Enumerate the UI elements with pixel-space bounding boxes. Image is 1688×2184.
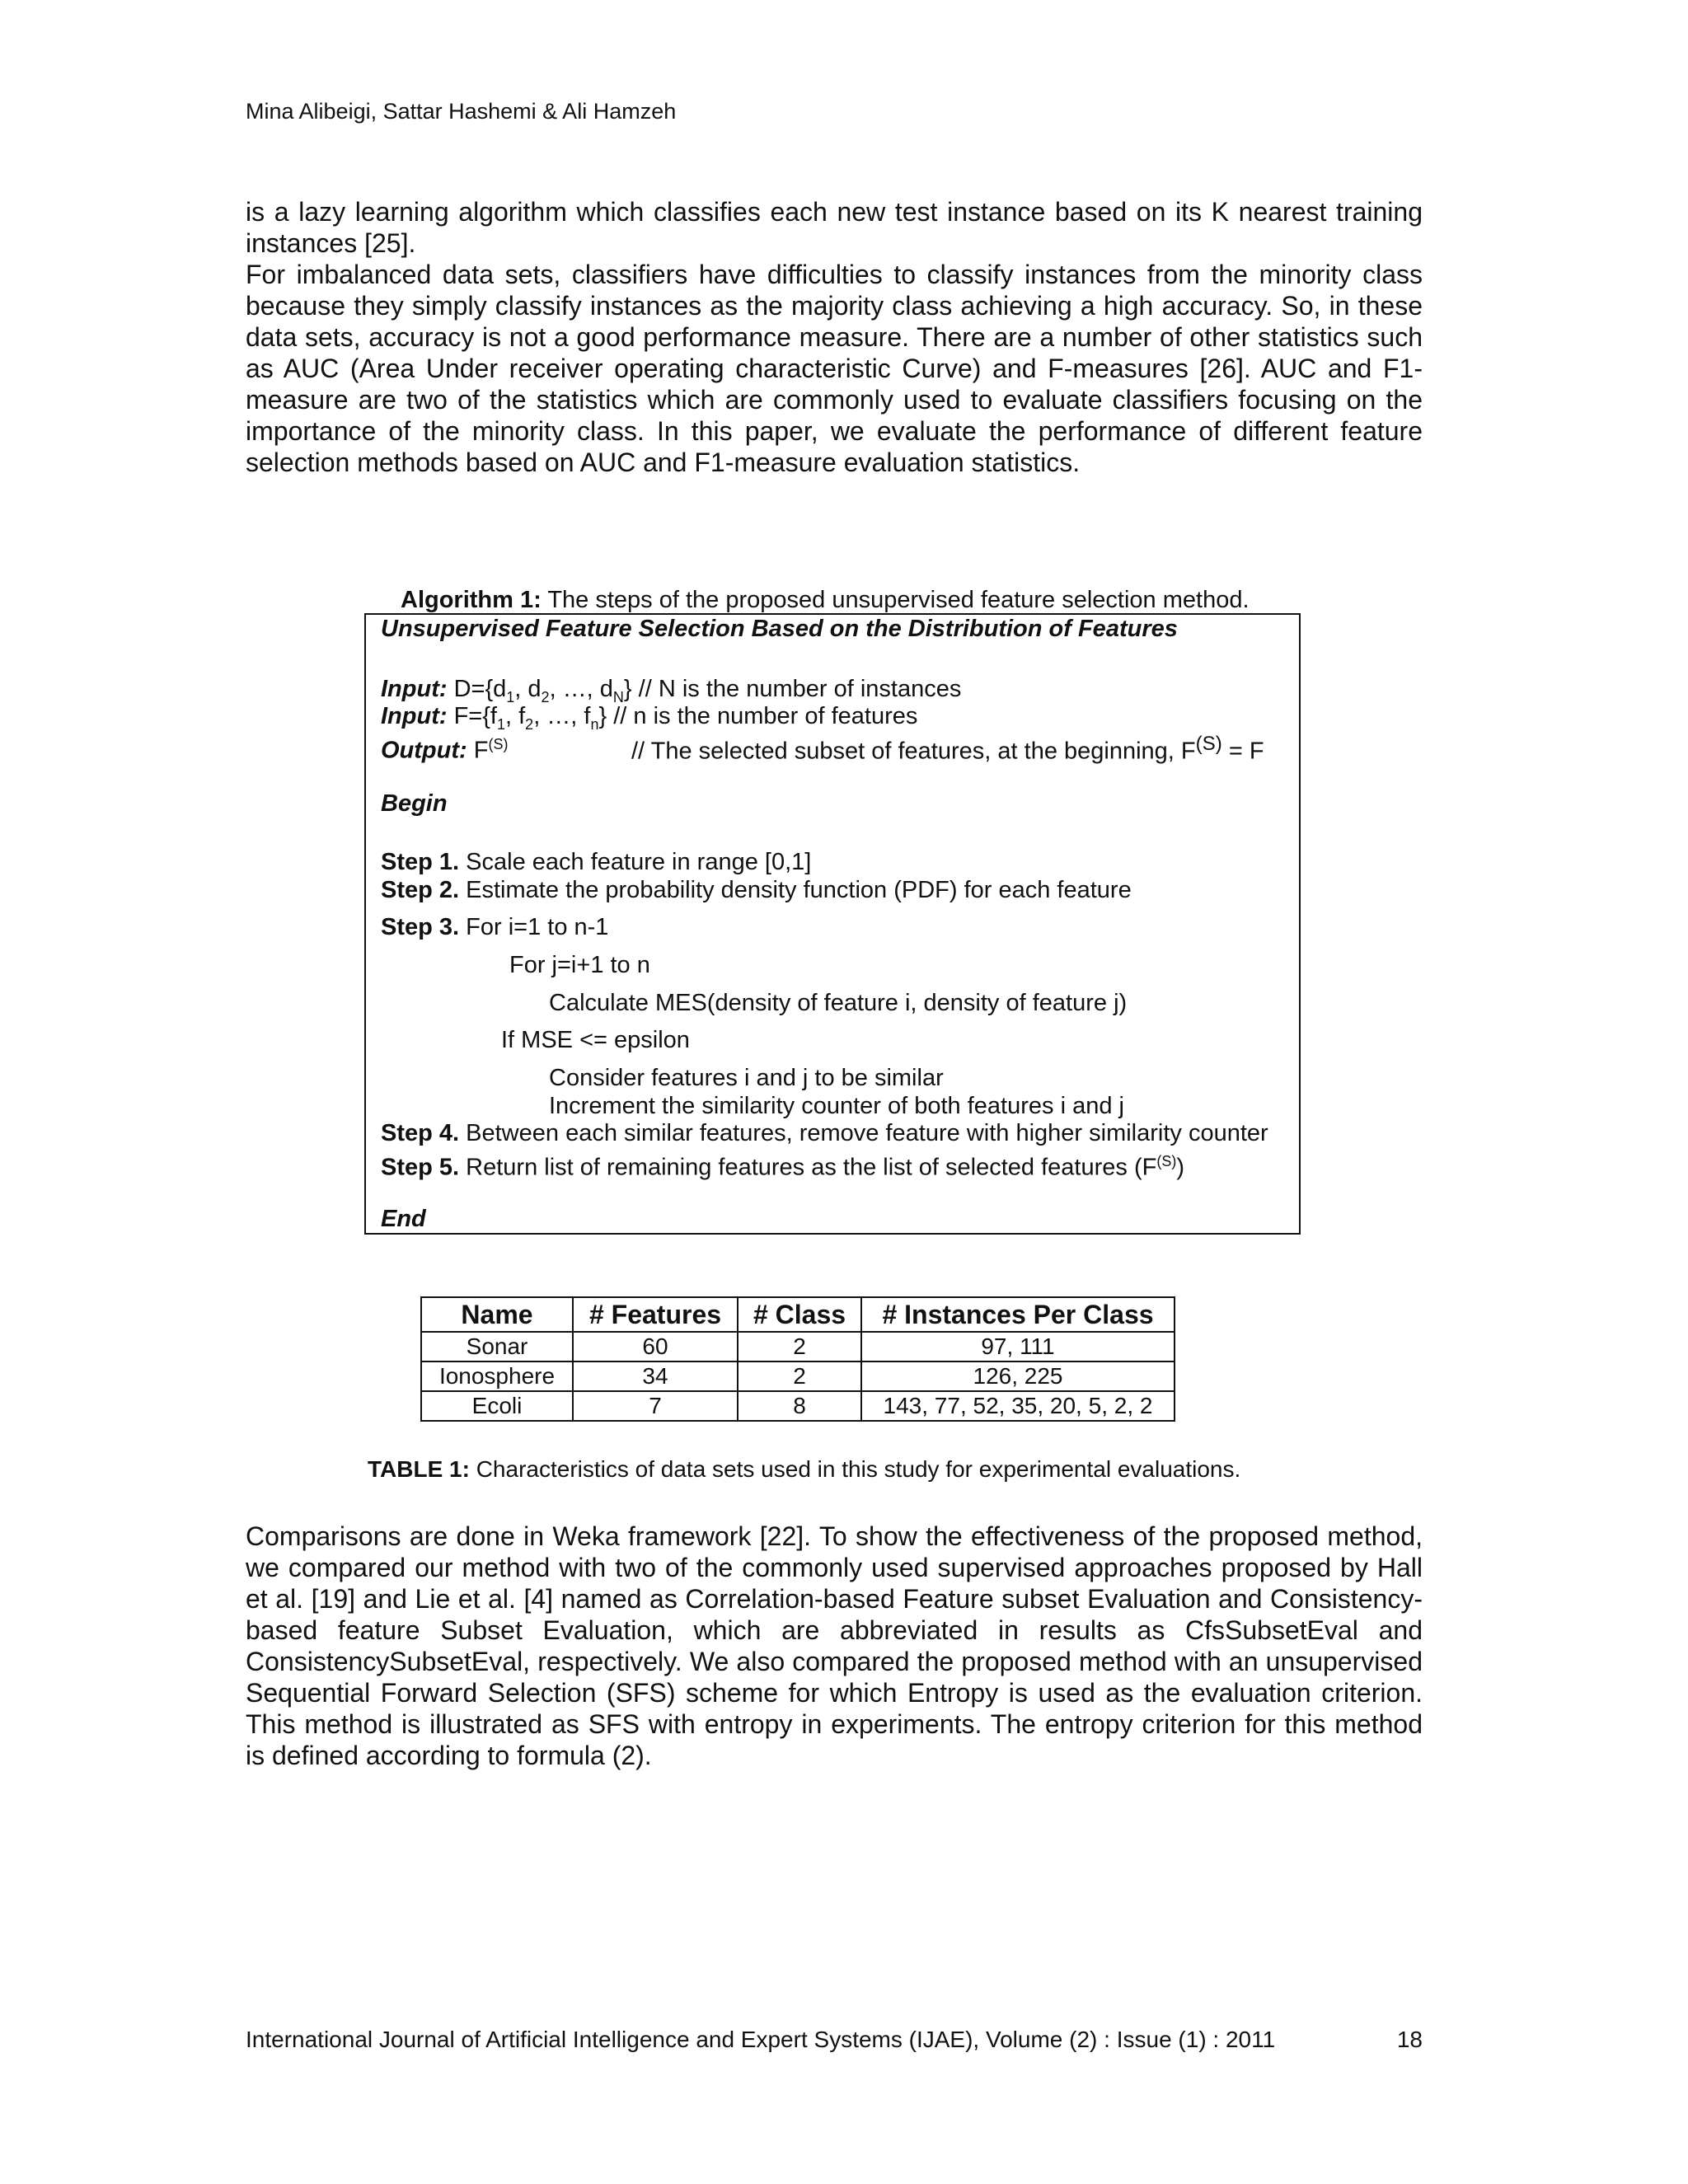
table-row [421, 1332, 1175, 1361]
algorithm-step-4: Step 4. Between each similar features, remove feature with higher similarity counter [381, 1120, 1268, 1146]
table-cell: 60 [573, 1332, 738, 1361]
table-cell: 8 [738, 1391, 861, 1421]
table-cell: Ionosphere [421, 1361, 573, 1391]
table-caption-text: Characteristics of data sets used in this study for experimental evaluations. [476, 1456, 1241, 1482]
table-cell: 97, 111 [861, 1332, 1175, 1361]
page-footer [246, 2026, 1423, 2054]
intro-paragraph-2: For imbalanced data sets, classifiers have difficulties to classify instances from the minority class because they simply classify instances as the majority class achieving a high accuracy. So, in these data sets, accuracy is not a good performance measure. There are a number of other statistics such as AUC (Area Under receiver operating characteristic Curve) and F-measures [26]. AUC and F1-measure are two of the statistics which are commonly used to evaluate classifiers focusing on the importance of the minority class. In this paper, we evaluate the performance of different feature selection methods based on AUC and F1-measure evaluation statistics. [246, 260, 1423, 477]
table-row [421, 1361, 1175, 1391]
table-header-row [421, 1297, 1175, 1332]
algorithm-title: Unsupervised Feature Selection Based on the Distribution of Features [381, 616, 1178, 642]
algorithm-caption-text: The steps of the proposed unsupervised feature selection method. [547, 587, 1250, 613]
algorithm-end: End [381, 1206, 426, 1232]
algorithm-calculate: Calculate MES(density of feature i, density of feature j) [549, 990, 1128, 1016]
table-header-cell: Name [421, 1297, 573, 1332]
table-cell: 7 [573, 1391, 738, 1421]
algorithm-step-5: Step 5. Return list of remaining features as the list of selected features $(F^{(S)})$ [381, 1153, 1184, 1181]
closing-paragraph: Comparisons are done in Weka framework [22]. To show the effectiveness of the proposed method, we compared our method with two of the commonly used supervised approaches proposed by Hall et al. [19] and Lie et al. [4] named as Correlation-based Feature subset Evaluation and Consistency-based feature Subset Evaluation, which are abbreviated in results as CfsSubsetEval and ConsistencySubsetEval, respectively. We also compared the proposed method with an unsupervised Sequential Forward Selection (SFS) scheme for which Entropy is used as the evaluation criterion. This method is illustrated as SFS with entropy in experiments. The entropy criterion for this method is defined according to formula (2). [246, 1521, 1423, 1770]
table-row [421, 1391, 1175, 1421]
intro-text [246, 196, 1423, 478]
intro-paragraph-1: is a lazy learning algorithm which classifies each new test instance based on its K nearest training instances [25]. [246, 197, 1423, 258]
table-cell: Ecoli [421, 1391, 573, 1421]
table-cell: 143, 77, 52, 35, 20, 5, 2, 2 [861, 1391, 1175, 1421]
algorithm-begin: Begin [381, 790, 448, 817]
algorithm-input-features: Input: $F=\{f_1$, $f_2$, …, $f_n$} // n is the number of features [381, 703, 918, 733]
closing-text [246, 1521, 1423, 1771]
algorithm-output: Output: $F^{(S)}$ [381, 736, 509, 764]
algorithm-box [364, 613, 1301, 1235]
table-cell: Sonar [421, 1332, 573, 1361]
journal-citation: International Journal of Artificial Intelligence and Expert Systems (IJAE), Volume (2) : Issue (1) : 2011 [246, 2027, 1276, 2052]
page-number: 18 [1396, 2027, 1423, 2052]
table-cell: 2 [738, 1332, 861, 1361]
table-header-cell: # Class [738, 1297, 861, 1332]
table-cell: 2 [738, 1361, 861, 1391]
running-head: Mina Alibeigi, Sattar Hashemi & Ali Hamzeh [246, 99, 677, 124]
algorithm-step-3: Step 3. For i=1 to n-1 [381, 914, 609, 940]
table-caption-label: TABLE 1: [368, 1456, 470, 1482]
table-caption [368, 1455, 1240, 1483]
algorithm-caption [401, 585, 1250, 615]
table-header-cell: # Instances Per Class [861, 1297, 1175, 1332]
algorithm-input-data: Input: $D=\{d_1$, $d_2$, …, $d_N$} // N is the number of instances [381, 676, 962, 705]
datasets-table [420, 1296, 1175, 1422]
algorithm-step-1: Step 1. Scale each feature in range [0,1] [381, 849, 812, 875]
algorithm-output-comment: // The selected subset of features, at the beginning, $F^{(S)} = F$ [631, 733, 1264, 765]
table-cell: 126, 225 [861, 1361, 1175, 1391]
algorithm-inner-loop: For j=i+1 to n [509, 952, 650, 978]
algorithm-step-2: Step 2. Estimate the probability density function (PDF) for each feature [381, 877, 1132, 903]
algorithm-increment: Increment the similarity counter of both features i and j [549, 1093, 1124, 1119]
algorithm-if-condition: If MSE <= epsilon [501, 1027, 690, 1053]
algorithm-consider: Consider features i and j to be similar [549, 1065, 944, 1091]
algorithm-caption-label: Algorithm 1: [401, 587, 542, 613]
table-header-cell: # Features [573, 1297, 738, 1332]
table-cell: 34 [573, 1361, 738, 1391]
